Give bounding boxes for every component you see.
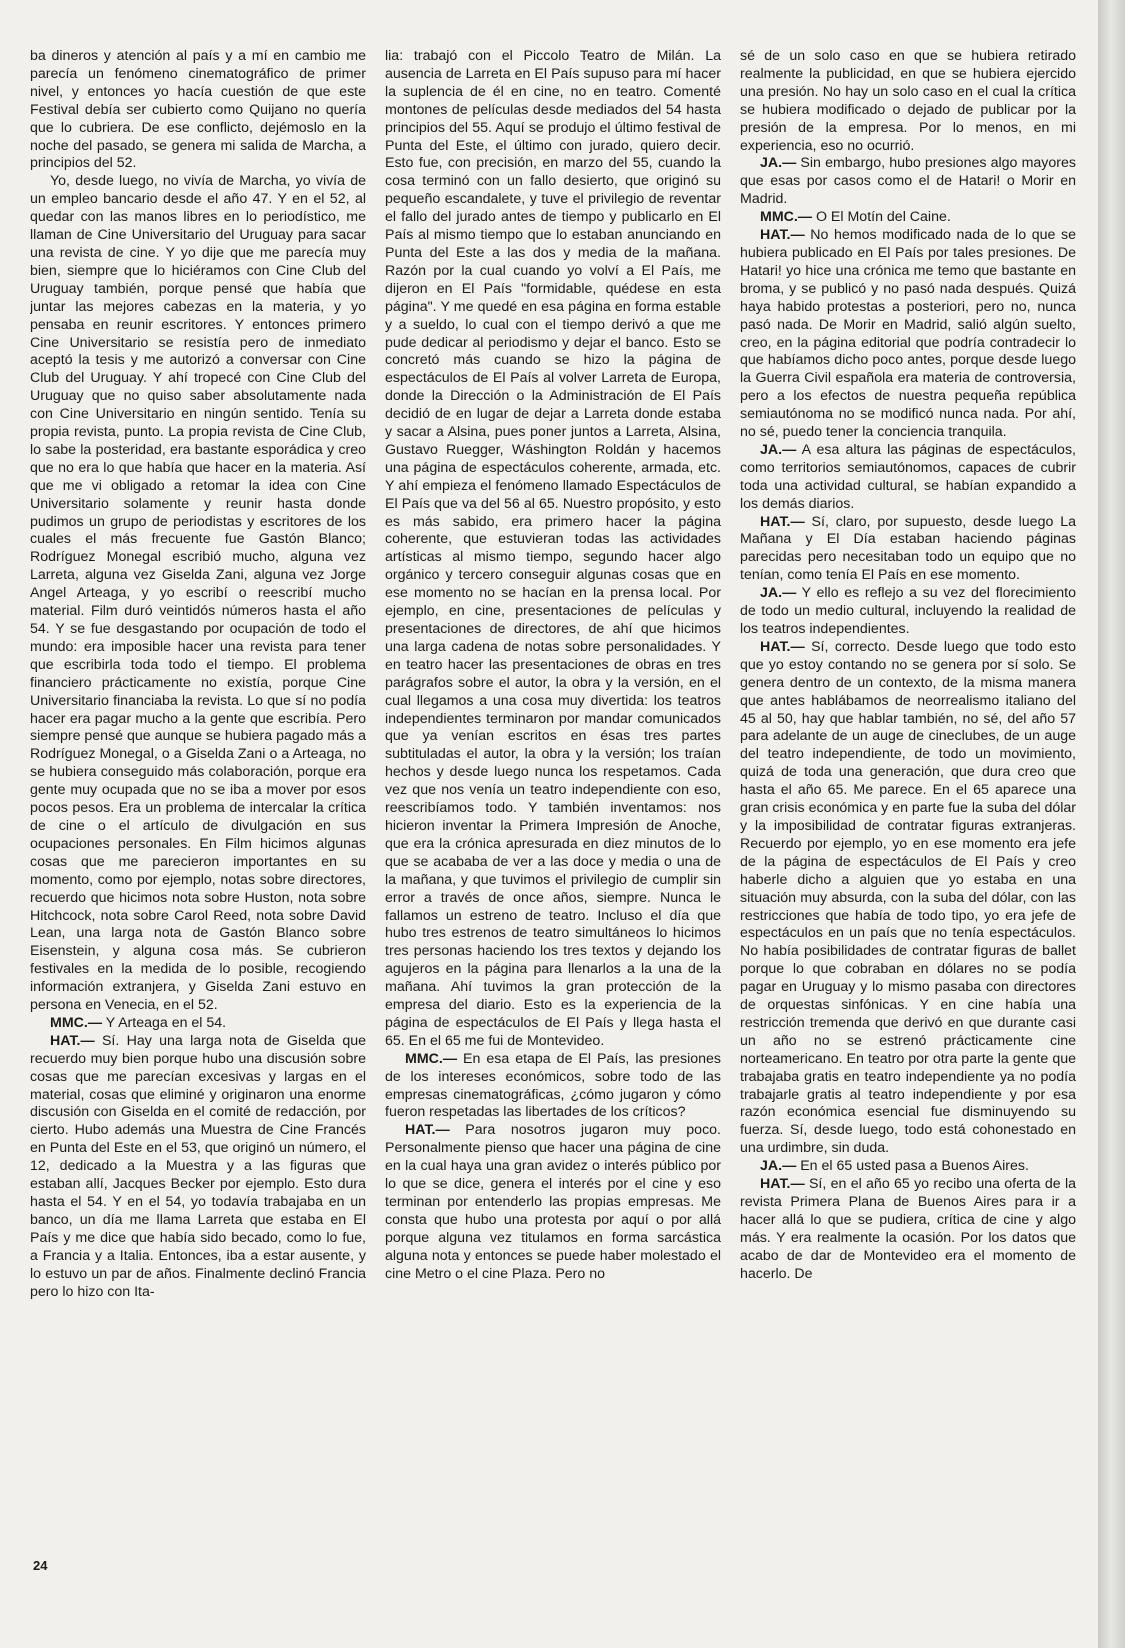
speaker-label: JA.— bbox=[760, 585, 797, 602]
speaker-label: MMC.— bbox=[760, 209, 813, 226]
column-3 bbox=[740, 48, 1076, 1578]
paragraph bbox=[740, 227, 1076, 442]
paragraph bbox=[740, 442, 1076, 514]
page-edge bbox=[1098, 0, 1125, 1648]
paragraph-text: lia: trabajó con el Piccolo Teatro de Milán. La ausencia de Larreta en El País supuso para mí hacer la suplencia de él en cine, no en teatro. Comenté montones de películas desde mediados del 54 hasta principios del 55. Aquí se produjo el último festival de Punta del Este, el último con jurado, quiero decir. Esto fue, con precisión, en marzo del 55, cuando la cosa terminó con un fallo desierto, que originó su pequeño escandalete, y tuve el privilegio de reventar el fallo del jurado antes de tiempo y publicarlo en El País al mismo tiempo que lo estaban anunciando en Punta del Este a las dos y media de la mañana. Razón por la cual cuando yo volví a El País, me dijeron en El País "formidable, quédese en esta página". Y me quedé en esa página en forma estable y a sueldo, lo cual con el tiempo derivó a que me pude dedicar al periodismo y dejar el banco. Esto se concretó más cuando se hizo la página de espectáculos de El País al volver Larreta de Europa, donde la Dirección o la Administración de El País decidió de en lugar de dejar a Larreta donde estaba y sacar a Alsina, pues poner juntos a Larreta, Alsina, Gustavo Ruegger, Wáshington Roldán y hacemos una página de espectáculos coherente, armada, etc. Y ahí empieza el fenómeno llamado Espectáculos de El País que va del 56 al 65. Nuestro propósito, y esto es más sabido, era primero hacer la página coherente, que estuvieran todas las actividades artísticas al mismo tiempo, segundo hacer algo orgánico y tercero conseguir algunas cosas que en ese momento no se hacían en la prensa local. Por ejemplo, en cine, presentaciones de películas y presentaciones de directores, de ahí que hicimos una larga cadena de notas sobre personalidades. Y en teatro hacer las presentaciones de obras en tres parágrafos sobre el autor, la obra y la versión, en el cual llegamos a una cosa muy divertida: los teatros independientes terminaron por mandar comunicados que ya venían escritos en ésas tres partes subtituladas el autor, la obra y la versión; los traían hechos y desde luego nunca los respetamos. Cada vez que nos venía un teatro independiente con eso, reescribíamos todo. Y también inventamos: nos hicieron inventar la Primera Impresión de Anoche, que era la crónica apresurada en diez minutos de lo que se acababa de ver a las doce y media o una de la mañana, y que tuvimos el privilegio de cumplir sin error a través de once años, siempre. Nunca le fallamos un estreno de teatro. Incluso el día que hubo tres estrenos de teatro simultáneos lo hicimos tres personas haciendo los tres textos y dejando los agujeros en la página para llenarlos a la una de la mañana. Ahí tuvimos la gran protección de la empresa del diario. Esto es la experiencia de la página de espectáculos de El País y llega hasta el 65. En el 65 me fui de Montevideo. bbox=[385, 48, 721, 1049]
paragraph-text: Sí, en el año 65 yo recibo una oferta de la revista Primera Plana de Buenos Aires para ir a hacer allá lo que se pudiera, crítica de cine y algo más. Y era realmente la ocasión. Por los datos que acabo de dar de Montevideo era el momento de hacerlo. De bbox=[740, 1176, 1076, 1282]
column-2 bbox=[385, 48, 721, 1578]
paragraph bbox=[740, 639, 1076, 1158]
paragraph-text: No hemos modificado nada de lo que se hubiera publicado en El País por tales presiones. De Hatari! yo hice una crónica me temo que bastante en broma, y se publicó y no pasó nada después. Quizá haya habido protestas a posteriori, pero no, nunca pasó nada. De Morir en Madrid, salió algún suelto, creo, en la página editorial que podría contradecir lo que habíamos dicho poco antes, porque desde luego la Guerra Civil española era materia de controversia, pero a los efectos de nuestra pequeña república semiautónoma no se modificó nunca nada. Por ahí, no sé, puedo tener la conciencia tranquila. bbox=[740, 227, 1076, 441]
paragraph bbox=[740, 155, 1076, 209]
paragraph-text: Y Arteaga en el 54. bbox=[102, 1014, 227, 1031]
speaker-label: HAT.— bbox=[760, 1176, 805, 1193]
paragraph-text: Y ello es reflejo a su vez del florecimiento de todo un medio cultural, incluyendo la realidad de los teatros independientes. bbox=[740, 585, 1076, 637]
paragraph bbox=[740, 514, 1076, 586]
page-number: 24 bbox=[33, 1558, 48, 1573]
paragraph bbox=[30, 173, 366, 1015]
paragraph-text: Para nosotros jugaron muy poco. Personalmente pienso que hacer una página de cine en la cual haya una gran avidez o interés público por lo que se dice, genera el interés por el cine y eso terminan por entenderlo las propias empresas. Me consta que hubo una protesta por aquí o por allá porque alguna vez titulamos en forma sarcástica alguna nota y entonces se puede haber molestado el cine Metro o el cine Plaza. Pero no bbox=[385, 1122, 721, 1282]
speaker-label: HAT.— bbox=[760, 638, 805, 655]
speaker-label: HAT.— bbox=[760, 227, 805, 244]
paragraph-text: En el 65 usted pasa a Buenos Aires. bbox=[796, 1158, 1029, 1175]
paragraph-text: ba dineros y atención al país y a mí en cambio me parecía un fenómeno cinematográfico de primer nivel, y entonces yo hacía cuestión de que este Festival debía ser cubierto como Quijano no quería que lo cubriera. De ese conflicto, dejémoslo en la noche del pasado, se genera mi salida de Marcha, a principios del 52. bbox=[30, 48, 366, 172]
paragraph bbox=[740, 209, 1076, 227]
paragraph bbox=[740, 1176, 1076, 1283]
speaker-label: HAT.— bbox=[405, 1122, 450, 1139]
speaker-label: HAT.— bbox=[760, 513, 805, 530]
paragraph-text: A esa altura las páginas de espectáculos, como territorios semiautónomos, capaces de cubrir toda una actividad cultural, se habían expandido a los demás diarios. bbox=[740, 441, 1076, 512]
paragraph-text: Sí, claro, por supuesto, desde luego La Mañana y El Día estaban haciendo páginas parecidas pero necesitaban todo un equipo que no tenían, como tenía El País en ese momento. bbox=[740, 513, 1076, 584]
paragraph bbox=[30, 48, 366, 173]
column-1 bbox=[30, 48, 366, 1578]
paragraph bbox=[30, 1015, 366, 1033]
speaker-label: HAT.— bbox=[50, 1032, 95, 1049]
paragraph bbox=[385, 1051, 721, 1123]
speaker-label: JA.— bbox=[760, 155, 797, 172]
paragraph bbox=[30, 1033, 366, 1302]
speaker-label: MMC.— bbox=[405, 1050, 458, 1067]
speaker-label: MMC.— bbox=[50, 1014, 103, 1031]
paragraph-text: Yo, desde luego, no vivía de Marcha, yo vivía de un empleo bancario desde el año 47. Y en el 52, al quedar con las manos libres en lo periodístico, me llaman de Cine Universitario del Uruguay para sacar una revista de cine. Y yo dije que me parecía muy bien, siempre que lo hiciéramos con Cine Club del Uruguay también, porque pensé que había que juntar las mejores cabezas en la materia, y yo pensaba en reunir escritores. Y entonces primero Cine Universitario se resistía pero de inmediato aceptó la tesis y me autorizó a conversar con Cine Club del Uruguay. Y ahí tropecé con Cine Club del Uruguay que no quiso saber absolutamente nada con Cine Universitario en ningún sentido. Tenía su propia revista, punto. La propia revista de Cine Club, lo sabe la posteridad, era bastante esporádica y creo que no era lo que había que hacer en la materia. Así que me vi obligado a retomar la idea con Cine Universitario solamente y reunir hasta donde pudimos un grupo de periodistas y escritores de los cuales el más frecuente fue Gastón Blanco; Rodríguez Monegal escribió mucho, alguna vez Larreta, alguna vez Giselda Zani, alguna vez Jorge Angel Arteaga, y yo escribí o reescribí mucho material. Film duró veintidós números hasta el año 54. Y se fue desgastando por ocupación de todo el mundo: era imposible hacer una revista para tener que escribirla toda todo el tiempo. El problema financiero prácticamente no existía, porque Cine Universitario financiaba la revista. Lo que sí no podía hacer era pagar mucho a la gente que escribía. Pero siempre pensé que aunque se hubiera pagado más a Rodríguez Monegal, o a Giselda Zani o a Arteaga, no se hubiera conseguido más colaboración, porque era gente muy ocupada que no se iba a mover por esos pocos pesos. Era un problema de intercalar la crítica de cine o el artículo de divulgación en sus ocupaciones personales. En Film hicimos algunas cosas que me parecieron importantes en su momento, como por ejemplo, notas sobre directores, recuerdo que hicimos nota sobre Huston, nota sobre Hitchcock, nota sobre Carol Reed, nota sobre David Lean, una larga nota de Gastón Blanco sobre Eisenstein, y alguna cosa más. Se cubrieron festivales en la medida de lo posible, recogiendo información extranjera, y Giselda Zani estuvo en persona en Venecia, en el 52. bbox=[30, 173, 366, 1014]
paragraph-text: sé de un solo caso en que se hubiera retirado realmente la publicidad, en que se hubiera ejercido una presión. No hay un solo caso en el cual la crítica se hubiera modificado o dejado de publicar por la presión de la empresa. Por lo menos, en mi experiencia, eso no ocurrió. bbox=[740, 48, 1076, 154]
paragraph-text: Sí. Hay una larga nota de Giselda que recuerdo muy bien porque hubo una discusión sobre cosas que me parecían excesivas y largas en el material, cosas que eliminé y originaron una enorme discusión con Giselda en el comité de redacción, por cierto. Hubo además una Muestra de Cine Francés en Punta del Este en el 53, que originó un número, el 12, dedicado a la Muestra y a las figuras que estaban allí, Jacques Becker por ejemplo. Esto dura hasta el 54. Y en el 54, yo todavía trabajaba en un banco, un día me llama Larreta que estaba en El País y me dice que había sido becado, como lo fue, a Francia y a Italia. Entonces, iba a estar ausente, y lo estuvo un par de años. Finalmente declinó Francia pero lo hizo con Ita- bbox=[30, 1032, 366, 1300]
paragraph bbox=[385, 1122, 721, 1283]
paragraph-text: Sí, correcto. Desde luego que todo esto que yo estoy contando no se genera por sí solo. Se genera dentro de un contexto, de la misma manera que antes hablábamos de neorrealismo italiano del 45 al 50, hay que hablar también, no sé, del año 57 para adelante de un auge de cineclubes, de un auge del teatro independiente, de todo un movimiento, quizá de toda una generación, que dura creo que hasta el año 65. Me parece. En el 65 aparece una gran crisis económica y en parte fue la suba del dólar y la imposibilidad de contratar figuras extranjeras. Recuerdo por ejemplo, yo en ese momento era jefe de la página de espectáculos de El País y creo haberle dicho a alguien que yo estaba en una situación muy absurda, con la suba del dólar, con las restricciones que había de todo tipo, yo era jefe de espectáculos en un país que no tenía espectáculos. No había posibilidades de contratar figuras de ballet porque lo que cobraban en dólares no se podía pagar en Uruguay y lo mismo pasaba con directores de orquestas sinfónicas. Y en cine había una restricción tremenda que derivó en que durante casi un año no se estrenó prácticamente cine norteamericano. En teatro por otra parte la gente que trabajaba gratis en teatro independiente ya no podía trabajarle gratis al teatro independiente y por esa razón económica esencial fue disminuyendo su fuerza. Sí, desde luego, todo está cohonestado en una urdimbre, sin duda. bbox=[740, 638, 1076, 1157]
speaker-label: JA.— bbox=[760, 1158, 797, 1175]
paragraph bbox=[740, 1158, 1076, 1176]
paragraph-text: Sin embargo, hubo presiones algo mayores que esas por casos como el de Hatari! o Morir en Madrid. bbox=[740, 155, 1076, 208]
text-columns bbox=[30, 48, 1076, 1578]
paragraph bbox=[740, 48, 1076, 155]
paragraph bbox=[740, 585, 1076, 639]
paragraph-text: En esa etapa de El País, las presiones de los intereses económicos, sobre todo de las empresas cinematográficas, ¿cómo jugaron y cómo fueron respetadas las libertades de los críticos? bbox=[385, 1050, 721, 1121]
speaker-label: JA.— bbox=[760, 441, 797, 458]
paragraph bbox=[385, 48, 721, 1051]
paragraph-text: O El Motín del Caine. bbox=[812, 209, 951, 226]
